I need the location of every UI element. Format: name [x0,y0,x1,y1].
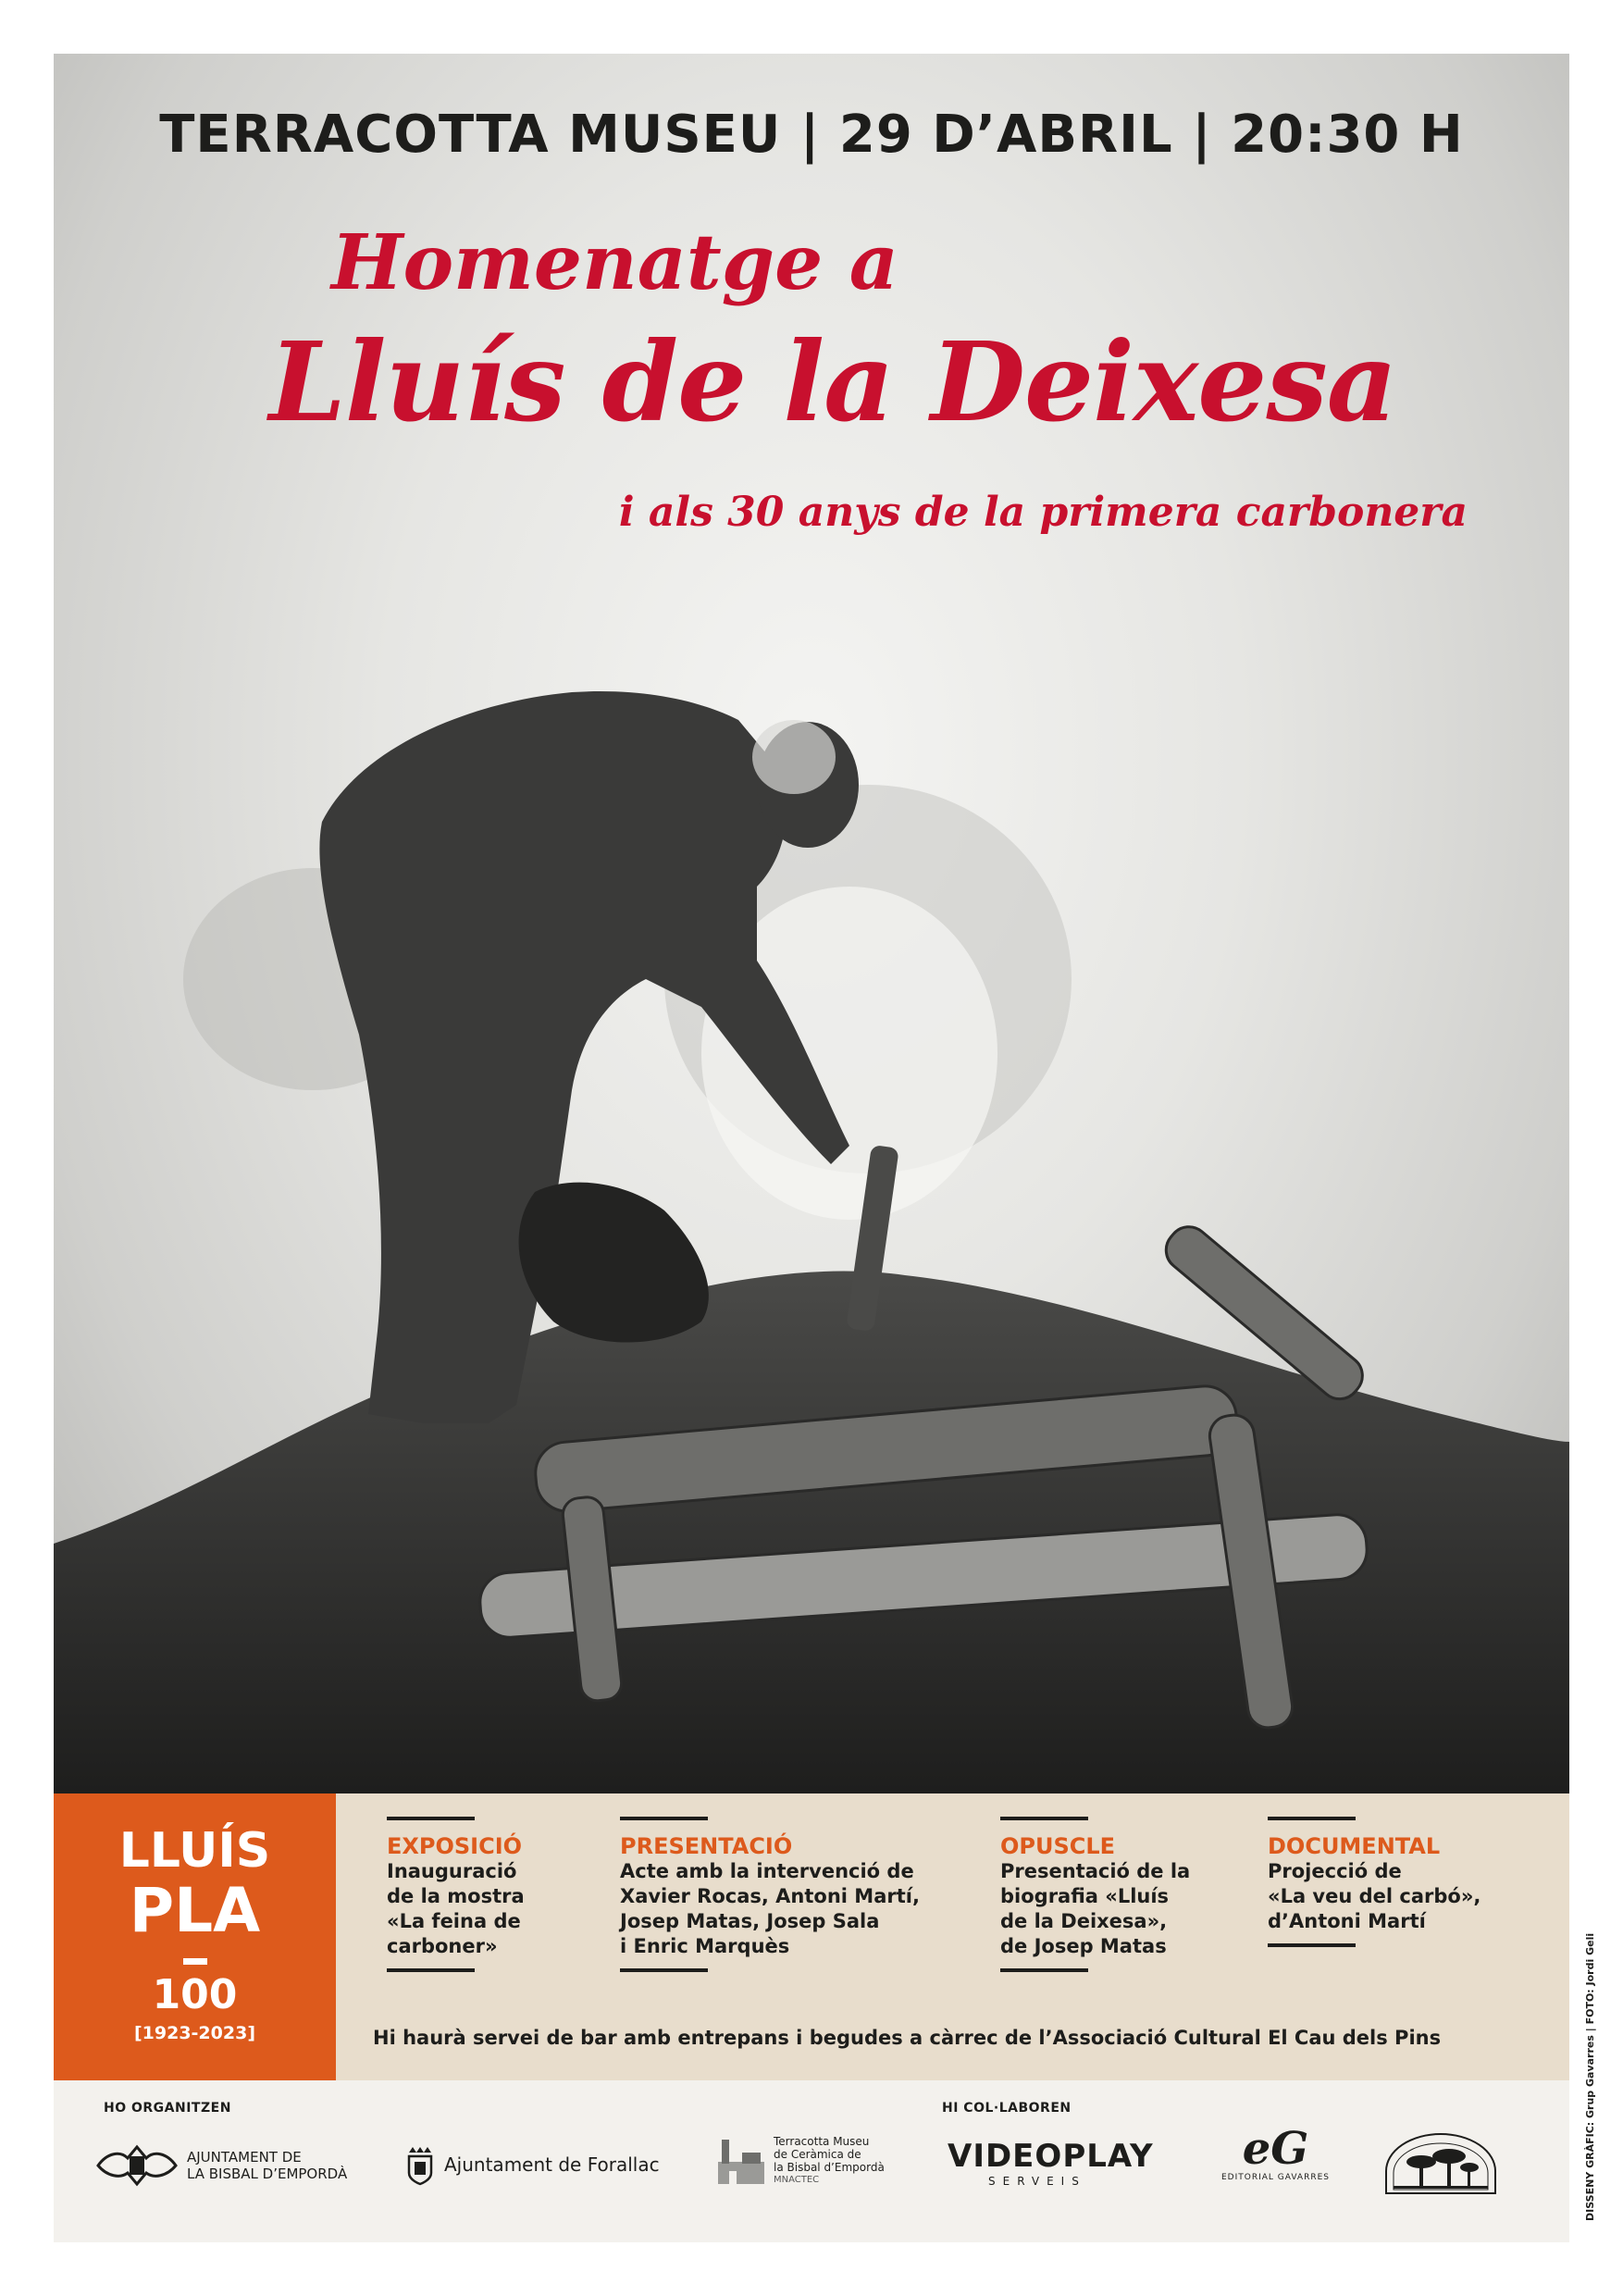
program-item-exposicio [387,1817,525,1972]
organizers-label: HO ORGANITZEN [104,2101,231,2116]
program-text: Inauguració de la mostra «La feina de carboner» [387,1860,525,1957]
col2-sub: EDITORIAL GAVARRES [1221,2173,1330,2182]
program-item-presentacio [620,1817,920,1972]
badge-name-1: LLUÍS [118,1823,271,1879]
logo-editorial-gavarres [1221,2125,1330,2182]
logo-terracotta-museu [716,2134,885,2188]
org1-line2: LA BISBAL D’EMPORDÀ [187,2166,348,2182]
event-info-line: TERRACOTTA MUSEU | 29 D’ABRIL | 20:30 H [159,105,1464,165]
rule-top [387,1817,475,1820]
sponsors-strip [54,2080,1569,2242]
program-item-documental [1268,1817,1481,1947]
title-line-2: Lluís de la Deixesa [268,317,1397,446]
col2-main: eG [1242,2123,1309,2175]
poster [54,54,1569,2242]
logo-ajuntament-bisbal [94,2138,347,2193]
org2-name: Ajuntament de Forallac [444,2153,660,2176]
program-heading: PRESENTACIÓ [620,1833,793,1859]
logo-cau-dels-pins [1381,2128,1501,2197]
badge-name-2: PLA [129,1875,261,1946]
program-text: Acte amb la intervenció de Xavier Rocas, Antoni Martí, Josep Matas, Josep Sala i Enric Marquès [620,1860,920,1957]
lluis-pla-100-badge [54,1793,336,2080]
logo-ajuntament-forallac [405,2143,660,2186]
rule-bottom [620,1968,708,1972]
title-line-1: Homenatge a [331,218,898,307]
title-line-3: i als 30 anys de la primera carbonera [618,489,1468,536]
org3-line1: Terracotta Museu [774,2135,870,2148]
program-heading: DOCUMENTAL [1268,1833,1441,1859]
hero-photo [54,54,1569,1793]
terracotta-building-icon [716,2134,766,2188]
design-photo-credit: DISSENY GRÀFIC: Grup Gavarres | FOTO: Jordi Geli [1584,1932,1596,2221]
bar-service-note: Hi haurà servei de bar amb entrepans i begudes a càrrec de l’Associació Cultural El Cau dels Pins [373,2027,1442,2049]
charcoal-burner-photo [54,54,1569,1793]
badge-dash [183,1958,207,1965]
collaborators-label: HI COL·LABOREN [942,2101,1072,2116]
program-item-opuscle [1000,1817,1190,1972]
pine-trees-emblem-icon [1381,2128,1501,2197]
badge-number: 100 [152,1971,238,2018]
org3-line3: la Bisbal d’Empordà [774,2161,885,2174]
org3-line2: de Ceràmica de [774,2148,861,2161]
rule-bottom [1000,1968,1088,1972]
forallac-crest-icon [405,2143,435,2186]
rule-bottom [387,1968,475,1972]
bisbal-crest-icon [94,2138,180,2193]
rule-bottom [1268,1943,1356,1947]
program-heading: OPUSCLE [1000,1833,1116,1859]
program-text: Projecció de «La veu del carbó», d’Antoni Martí [1268,1860,1481,1932]
col1-main: VIDEOPLAY [948,2138,1154,2175]
rule-top [1268,1817,1356,1820]
rule-top [1000,1817,1088,1820]
rule-top [620,1817,708,1820]
program-heading: EXPOSICIÓ [387,1833,523,1859]
org3-line4: MNACTEC [774,2175,820,2185]
badge-years: [1923-2023] [133,2023,255,2043]
logo-videoplay [948,2138,1154,2188]
col1-sub: SERVEIS [988,2175,1086,2188]
org1-line1: AJUNTAMENT DE [187,2149,302,2166]
program-text: Presentació de la biografia «Lluís de la Deixesa», de Josep Matas [1000,1860,1191,1957]
